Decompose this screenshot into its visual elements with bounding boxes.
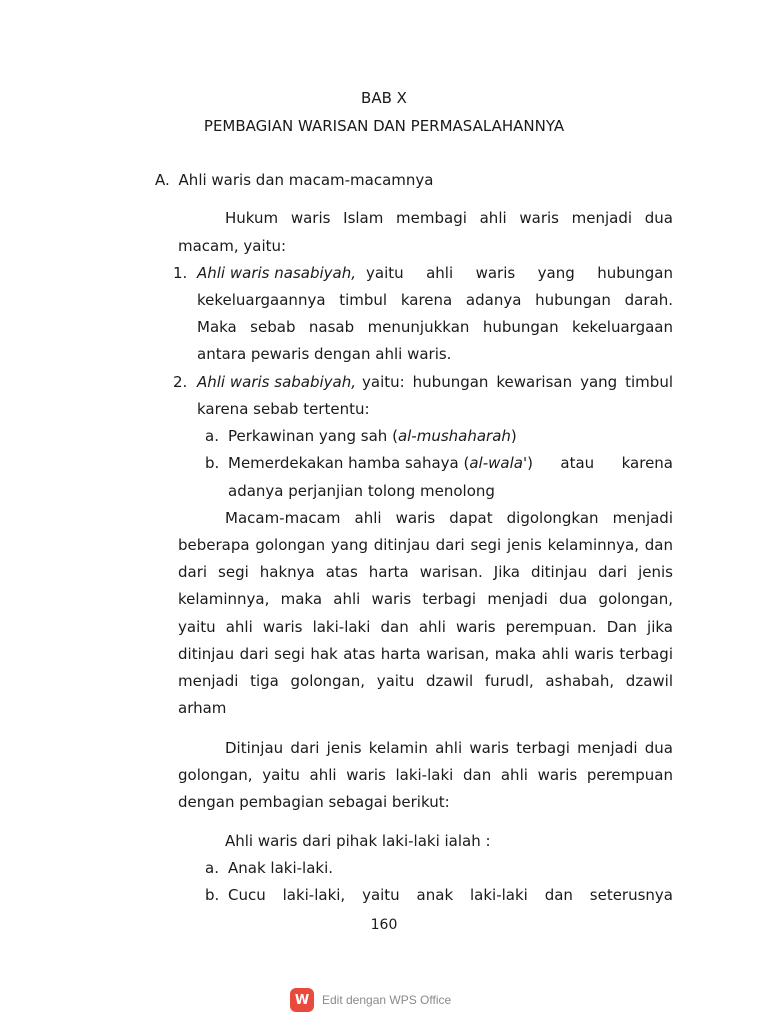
sub-a-term: al-mushaharah [397,427,511,445]
para-1-line-1: Macam-macam ahli waris dapat digolongkan menjadi [225,509,673,527]
item-2-first-rest: yaitu: hubungan kewarisan yang timbul [362,373,673,391]
item-1-line-2: kekeluargaannya timbul karena adanya hubungan darah. [197,291,673,309]
item-2-term: Ahli waris sababiyah, [197,373,357,391]
item-1-first-line [197,263,673,283]
section-title: Ahli waris dan macam-macamnya [178,171,434,189]
para-1-line-2: beberapa golongan yang ditinjau dari segi jenis kelaminnya, dan [178,536,673,554]
para-1-line-8: arham [178,699,227,717]
sub-b-line-2: adanya perjanjian tolong menolong [228,482,495,500]
item-1-term: Ahli waris nasabiyah, [197,264,356,282]
page-number: 160 [370,917,398,933]
intro-line-1: Hukum waris Islam membagi ahli waris menjadi dua [225,209,673,227]
wps-watermark[interactable] [290,987,451,1013]
sub-a-marker: a. [205,427,219,445]
chapter-title: PEMBAGIAN WARISAN DAN PERMASALAHANNYA [203,117,565,135]
male-heirs-intro: Ahli waris dari pihak laki-laki ialah : [225,832,491,850]
para-2-line-3: dengan pembagian sebagai berikut: [178,793,450,811]
item-1-line-4: antara pewaris dengan ahli waris. [197,345,452,363]
wps-edit-link[interactable]: Edit dengan WPS Office [322,993,452,1007]
chapter-label: BAB X [361,89,407,107]
sub-a-text: Perkawinan yang sah (al-mushaharah) [228,427,517,445]
para-1-line-4: kelaminnya, maka ahli waris terbagi menjadi dua golongan, [178,590,673,608]
item-2-line-2: karena sebab tertentu: [197,400,370,418]
sub-b-text: Memerdekakan hamba sahaya ( al-wala' ) atau karena [228,454,673,472]
wps-logo-icon: W [290,988,314,1012]
section-heading [155,170,433,190]
sub-b-marker: b. [205,454,220,472]
male-heir-b-marker: b. [205,886,220,904]
para-2-line-1: Ditinjau dari jenis kelamin ahli waris terbagi menjadi dua [225,739,673,757]
section-marker: A. [155,171,170,189]
item-1-first-rest: yaitu ahli waris yang hubungan [366,264,673,282]
item-1-line-3: Maka sebab nasab menunjukkan hubungan kekeluargaan [197,318,673,336]
para-1-line-5: yaitu ahli waris laki-laki dan ahli waris perempuan. Dan jika [178,618,673,636]
sub-b-term: al-wala' [469,454,528,472]
item-2-first-line [197,372,673,392]
para-1-line-3: dari segi haknya atas harta warisan. Jika ditinjau dari jenis [178,563,673,581]
male-heir-a-marker: a. [205,859,219,877]
item-2-marker: 2. [173,373,188,391]
intro-line-2: macam, yaitu: [178,237,287,255]
male-heir-a-text: Anak laki-laki. [228,859,334,877]
para-1-line-6: ditinjau dari segi hak atas harta warisan, maka ahli waris terbagi [178,645,673,663]
para-2-line-2: golongan, yaitu ahli waris laki-laki dan ahli waris perempuan [178,766,673,784]
male-heir-b-text: Cucu laki-laki, yaitu anak laki-laki dan seterusnya [228,886,673,904]
para-1-line-7: menjadi tiga golongan, yaitu dzawil furudl, ashabah, dzawil [178,672,673,690]
item-1-marker: 1. [173,264,188,282]
